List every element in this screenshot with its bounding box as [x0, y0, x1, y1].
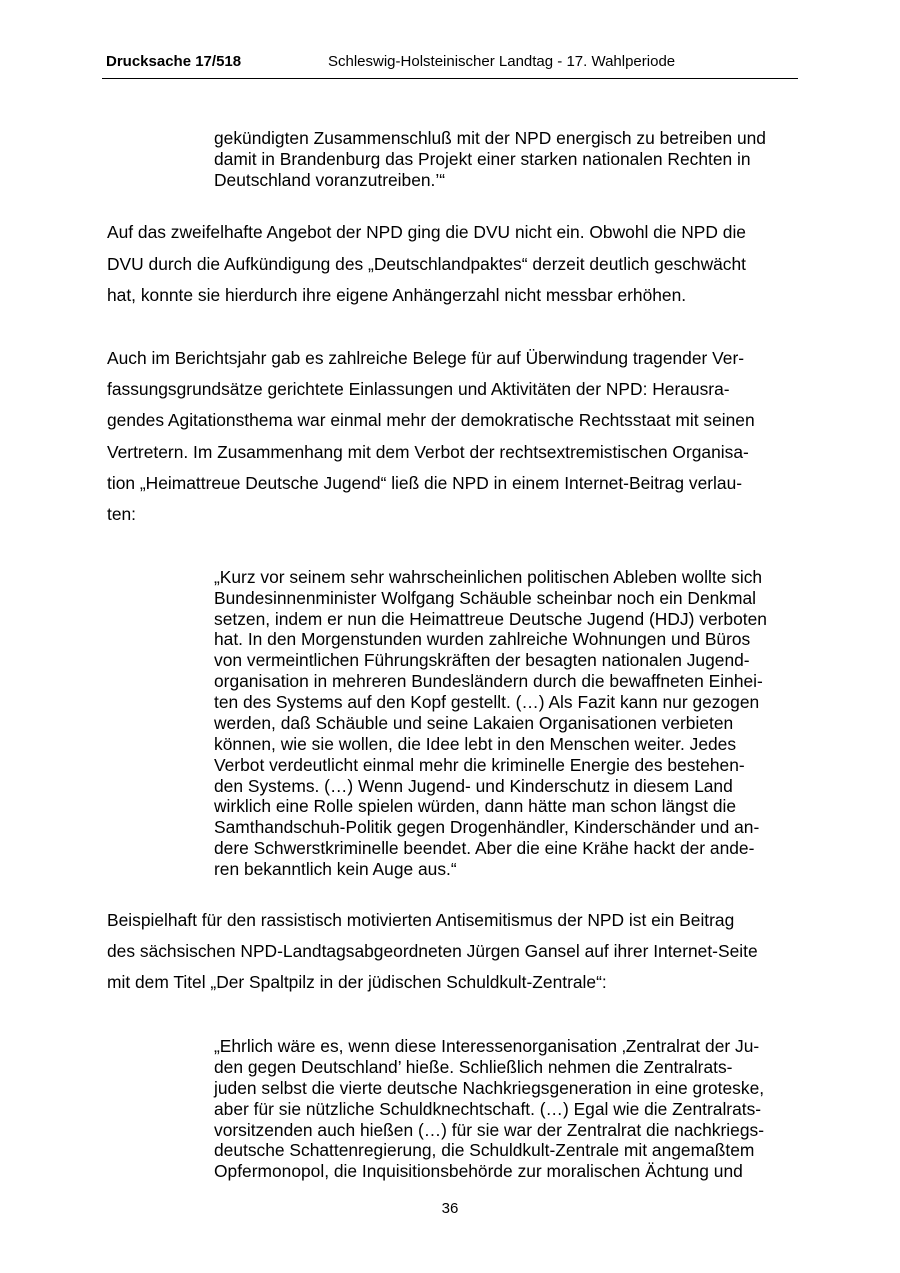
text-line: Vertretern. Im Zusammenhang mit dem Verbot der rechtsextremistischen Organisa- [107, 442, 749, 462]
header-title: Schleswig-Holsteinischer Landtag - 17. Wahlperiode [328, 53, 676, 70]
text-line: gendes Agitationsthema war einmal mehr der demokratische Rechtsstaat mit seinen [107, 410, 755, 430]
document-number: Drucksache 17/518 [106, 53, 242, 70]
text-line: DVU durch die Aufkündigung des „Deutschlandpaktes“ derzeit deutlich geschwächt [107, 254, 746, 274]
text-line: tion „Heimattreue Deutsche Jugend“ ließ die NPD in einem Internet-Beitrag verlau- [107, 473, 743, 493]
text-line: den gegen Deutschland’ hieße. Schließlich nehmen die Zentralrats- [214, 1057, 733, 1077]
text-line: deutsche Schattenregierung, die Schuldkult-Zentrale mit angemaßtem [214, 1140, 755, 1160]
text-line: mit dem Titel „Der Spaltpilz in der jüdischen Schuldkult-Zentrale“: [107, 972, 607, 992]
text-line: organisation in mehreren Bundesländern durch die bewaffneten Einhei- [214, 671, 763, 691]
text-line: Deutschland voranzutreiben.’“ [214, 170, 446, 190]
text-line: Auf das zweifelhafte Angebot der NPD ging die DVU nicht ein. Obwohl die NPD die [107, 222, 746, 242]
text-line: Beispielhaft für den rassistisch motivierten Antisemitismus der NPD ist ein Beitrag [107, 910, 735, 930]
text-line: ren bekanntlich kein Auge aus.“ [214, 859, 457, 879]
text-line: hat, konnte sie hierdurch ihre eigene Anhängerzahl nicht messbar erhöhen. [107, 285, 687, 305]
text-line: ten des Systems auf den Kopf gestellt. (…) Als Fazit kann nur gezogen [214, 692, 760, 712]
text-line: werden, daß Schäuble und seine Lakaien Organisationen verbieten [214, 713, 734, 733]
page-header [102, 52, 798, 79]
text-line: Auch im Berichtsjahr gab es zahlreiche Belege für auf Überwindung tragender Ver- [107, 348, 745, 368]
text-line: setzen, indem er nun die Heimattreue Deutsche Jugend (HDJ) verboten [214, 609, 767, 629]
text-line: aber für sie nützliche Schuldknechtschaft. (…) Egal wie die Zentralrats- [214, 1099, 762, 1119]
text-line: von vermeintlichen Führungskräften der besagten nationalen Jugend- [214, 650, 750, 670]
text-line: Verbot verdeutlicht einmal mehr die kriminelle Energie des bestehen- [214, 755, 745, 775]
text-line: Bundesinnenminister Wolfgang Schäuble scheinbar noch ein Denkmal [214, 588, 757, 608]
text-line: dere Schwerstkriminelle beendet. Aber die eine Krähe hackt der ande- [214, 838, 755, 858]
text-line: „Ehrlich wäre es, wenn diese Interessenorganisation ‚Zentralrat der Ju- [214, 1036, 760, 1056]
text-line: „Kurz vor seinem sehr wahrscheinlichen politischen Ableben wollte sich [214, 567, 763, 587]
text-line: juden selbst die vierte deutsche Nachkriegsgeneration in eine groteske, [214, 1078, 765, 1098]
text-line: wirklich eine Rolle spielen würden, dann hätte man schon längst die [214, 796, 737, 816]
text-line: können, wie sie wollen, die Idee lebt in den Menschen weiter. Jedes [214, 734, 737, 754]
text-line: vorsitzenden auch hießen (…) für sie war der Zentralrat die nachkriegs- [214, 1120, 764, 1140]
text-line: gekündigten Zusammenschluß mit der NPD energisch zu betreiben und [214, 128, 766, 148]
text-line: hat. In den Morgenstunden wurden zahlreiche Wohnungen und Büros [214, 629, 751, 649]
text-line: den Systems. (…) Wenn Jugend- und Kinderschutz in diesem Land [214, 776, 733, 796]
text-line: Opfermonopol, die Inquisitionsbehörde zur moralischen Ächtung und [214, 1161, 743, 1181]
text-line: Samthandschuh-Politik gegen Drogenhändler, Kinderschänder und an- [214, 817, 760, 837]
text-line: ten: [107, 504, 137, 524]
text-line: damit in Brandenburg das Projekt einer starken nationalen Rechten in [214, 149, 751, 169]
page-number: 36 [441, 1200, 459, 1217]
text-line: des sächsischen NPD-Landtagsabgeordneten Jürgen Gansel auf ihrer Internet-Seite [107, 941, 758, 961]
text-line: fassungsgrundsätze gerichtete Einlassungen und Aktivitäten der NPD: Herausra- [107, 379, 730, 399]
